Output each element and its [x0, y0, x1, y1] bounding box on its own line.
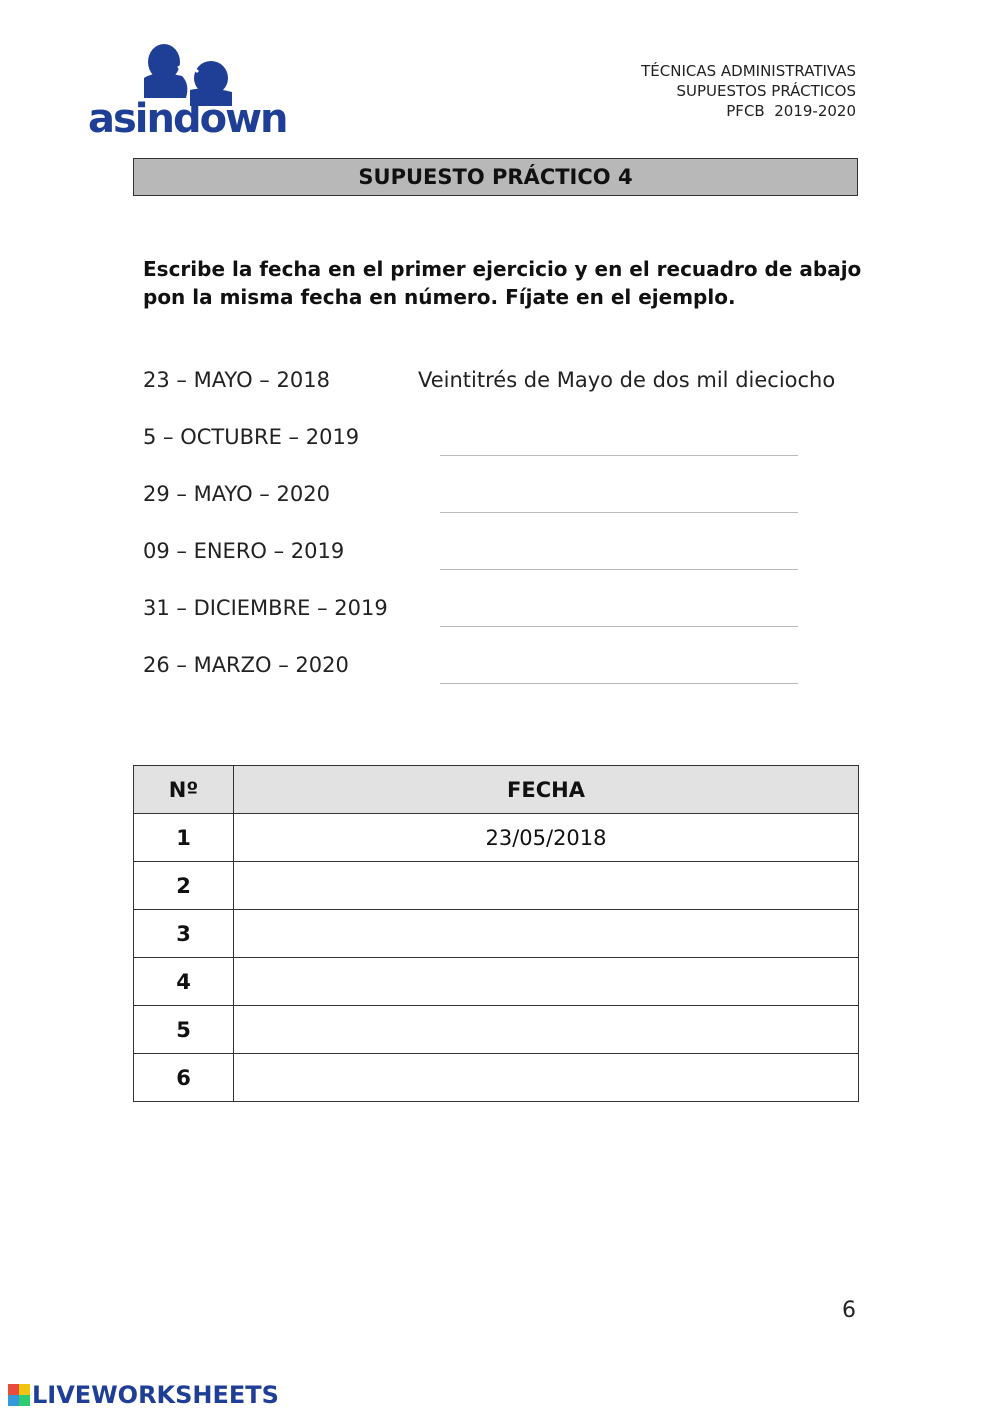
- logo-text: asindown: [88, 96, 287, 142]
- header-section: SUPUESTOS PRÁCTICOS: [676, 82, 856, 100]
- date-input-cell[interactable]: [234, 910, 859, 958]
- row-number: 4: [134, 958, 234, 1006]
- exercise-row: [143, 653, 863, 710]
- page-title: SUPUESTO PRÁCTICO 4: [133, 158, 858, 196]
- table-row: [134, 958, 859, 1006]
- table-header-row: [134, 766, 859, 814]
- row-number: 3: [134, 910, 234, 958]
- exercise-date: 09 – ENERO – 2019: [143, 539, 345, 563]
- exercise-row: [143, 482, 863, 539]
- date-cell: 23/05/2018: [234, 814, 859, 862]
- exercise-date: 29 – MAYO – 2020: [143, 482, 330, 506]
- date-input-cell[interactable]: [234, 862, 859, 910]
- exercise-row: [143, 368, 863, 425]
- brand-text: LIVEWORKSHEETS: [32, 1381, 279, 1409]
- exercise-date: 26 – MARZO – 2020: [143, 653, 349, 677]
- document-header: [641, 61, 856, 121]
- exercise-row: [143, 539, 863, 596]
- header-subject: TÉCNICAS ADMINISTRATIVAS: [641, 62, 856, 80]
- answer-field[interactable]: [440, 683, 798, 684]
- liveworksheets-icon: [8, 1384, 30, 1406]
- row-number: 2: [134, 862, 234, 910]
- table-row: [134, 1006, 859, 1054]
- exercise-row: [143, 596, 863, 653]
- page-number: 6: [842, 1298, 856, 1323]
- column-header-number: Nº: [134, 766, 234, 814]
- answer-field[interactable]: [440, 455, 798, 456]
- table-row: [134, 910, 859, 958]
- exercise-example-answer: Veintitrés de Mayo de dos mil dieciocho: [418, 368, 836, 392]
- header-course: PFCB 2019-2020: [726, 102, 856, 120]
- exercise-date: 31 – DICIEMBRE – 2019: [143, 596, 388, 620]
- date-input-cell[interactable]: [234, 1054, 859, 1102]
- exercise-date: 5 – OCTUBRE – 2019: [143, 425, 360, 449]
- date-input-cell[interactable]: [234, 1006, 859, 1054]
- instructions: Escribe la fecha en el primer ejercicio y en el recuadro de abajo pon la misma fecha en número. Fíjate en el ejemplo.: [143, 257, 862, 309]
- table-row: [134, 814, 859, 862]
- table-row: [134, 862, 859, 910]
- exercise-row: [143, 425, 863, 482]
- table-row: [134, 1054, 859, 1102]
- column-header-date: FECHA: [234, 766, 859, 814]
- answer-field[interactable]: [440, 626, 798, 627]
- row-number: 5: [134, 1006, 234, 1054]
- dates-table: [133, 765, 859, 1102]
- exercise-date: 23 – MAYO – 2018: [143, 368, 330, 392]
- row-number: 6: [134, 1054, 234, 1102]
- asindown-logo: [86, 40, 286, 140]
- answer-field[interactable]: [440, 512, 798, 513]
- date-input-cell[interactable]: [234, 958, 859, 1006]
- answer-field[interactable]: [440, 569, 798, 570]
- liveworksheets-brand: [8, 1381, 279, 1409]
- date-exercise: [143, 368, 863, 710]
- row-number: 1: [134, 814, 234, 862]
